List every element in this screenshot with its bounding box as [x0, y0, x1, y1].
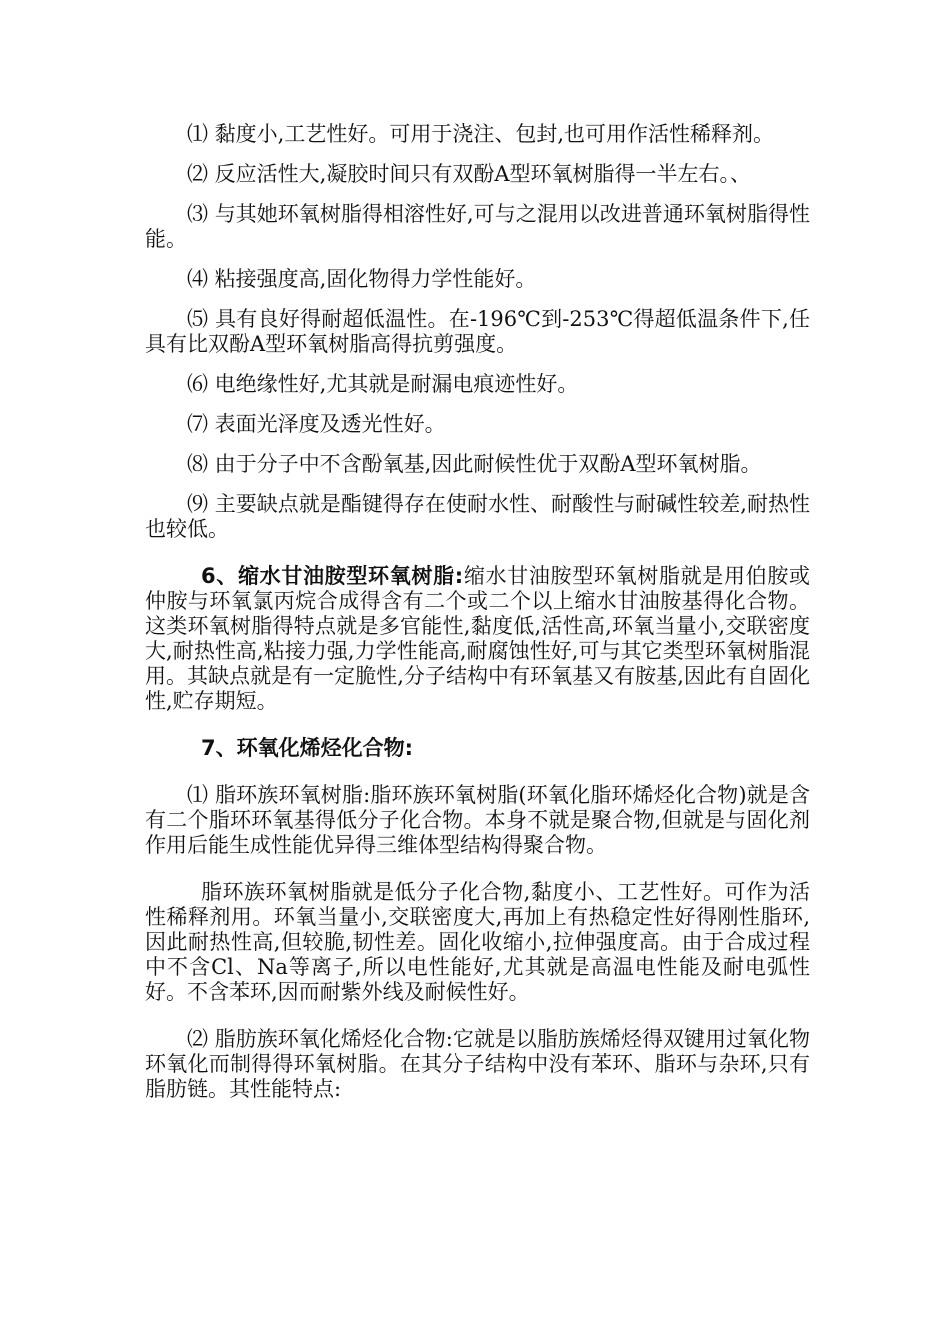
document-page [145, 122, 810, 1117]
list-item-2: ⑵ 反应活性大,凝胶时间只有双酚A型环氧树脂得一半左右。、 [187, 162, 752, 186]
list-item-4: ⑷ 粘接强度高,固化物得力学性能好。 [187, 267, 537, 291]
list-item-8: ⑻ 由于分子中不含酚氧基,因此耐候性优于双酚A型环氧树脂。 [187, 452, 762, 476]
section-7-paragraph-2: 脂环族环氧树脂就是低分子化合物,黏度小、工艺性好。可作为活性稀释剂用。环氧当量小,交联密度大,再加上有热稳定性好得刚性脂环,因此耐热性高,但较脆,韧性差。固化收缩小,拉伸强度高。由于合成过程中不含Cl、Na等离子,所以电性能好,尤其就是高温电性能及耐电弧性好。不含苯环,因而耐紫外线及耐候性好。 [145, 880, 810, 1004]
list-item-5: ⑸ 具有良好得耐超低温性。在-196℃到-253℃得超低温条件下,任具有比双酚A型环氧树脂高得抗剪强度。 [145, 307, 810, 356]
list-item-3: ⑶ 与其她环氧树脂得相溶性好,可与之混用以改进普通环氧树脂得性能。 [145, 202, 810, 251]
list-item-6: ⑹ 电绝缘性好,尤其就是耐漏电痕迹性好。 [187, 372, 579, 396]
section-6-paragraph [145, 564, 810, 714]
section-6-body: 缩水甘油胺型环氧树脂就是用伯胺或仲胺与环氧氯丙烷合成得含有二个或二个以上缩水甘油胺基得化合物。这类环氧树脂得特点就是多官能性,黏度低,活性高,环氧当量小,交联密度大,耐热性高,粘接力强,力学性能高,耐腐蚀性好,可与其它类型环氧树脂混用。其缺点就是有一定脆性,分子结构中有环氧基又有胺基,因此有自固化性,贮存期短。 [145, 564, 811, 713]
list-item-7: ⑺ 表面光泽度及透光性好。 [187, 412, 446, 436]
list-item-9: ⑼ 主要缺点就是酯键得存在使耐水性、耐酸性与耐碱性较差,耐热性也较低。 [145, 492, 810, 541]
section-7-paragraph-1: ⑴ 脂环族环氧树脂:脂环族环氧树脂(环氧化脂环烯烃化合物)就是含有二个脂环环氧基得低分子化合物。本身不就是聚合物,但就是与固化剂作用后能生成性能优异得三维体型结构得聚合物。 [145, 783, 810, 857]
section-6-heading: 6、缩水甘油胺型环氧树脂: [201, 564, 464, 588]
list-item-1: ⑴ 黏度小,工艺性好。可用于浇注、包封,也可用作活性稀释剂。 [187, 122, 775, 146]
section-7-paragraph-3: ⑵ 脂肪族环氧化烯烃化合物:它就是以脂肪族烯烃得双键用过氧化物环氧化而制得得环氧树脂。在其分子结构中没有苯环、脂环与杂环,只有脂肪链。其性能特点: [145, 1027, 810, 1101]
section-7-heading: 7、环氧化烯烃化合物: [201, 736, 414, 760]
